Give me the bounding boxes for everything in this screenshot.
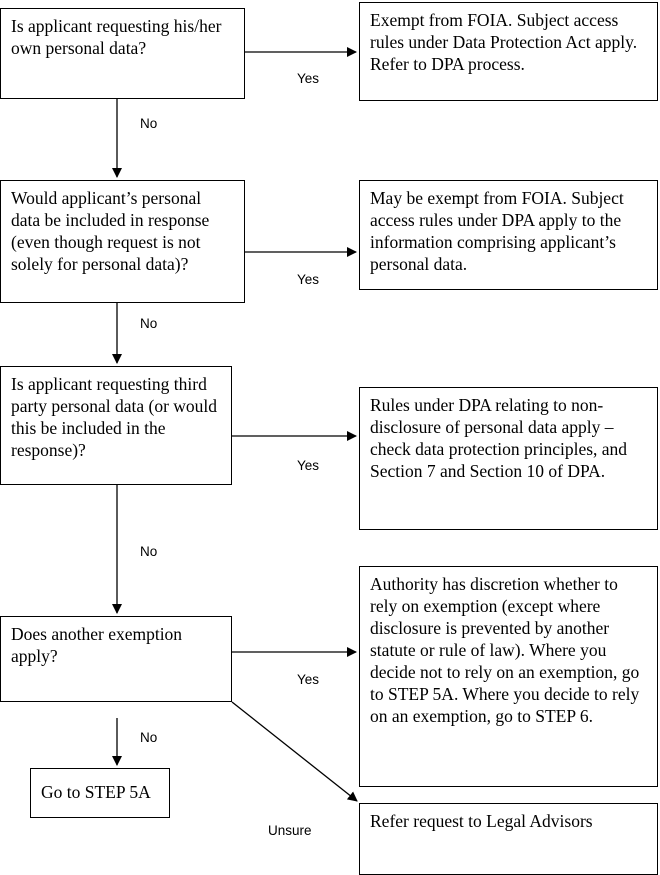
outcome-text: Refer request to Legal Advisors xyxy=(370,811,593,831)
arrow-q4-unsure xyxy=(232,702,357,801)
outcome-text: Go to STEP 5A xyxy=(41,782,151,802)
edge-label-yes: Yes xyxy=(297,71,320,86)
outcome-box-go-to-step-5a xyxy=(30,768,170,818)
question-box-other-exemption xyxy=(0,616,232,702)
edge-label-no: No xyxy=(140,544,158,559)
question-text: Does another exemption apply? xyxy=(11,624,183,666)
edge-label-unsure: Unsure xyxy=(268,823,312,838)
question-text: Would applicant’s personal data be included in response (even though request is not solely for personal data)? xyxy=(11,188,210,274)
edge-label-yes: Yes xyxy=(297,458,320,473)
question-text: Is applicant requesting third party personal data (or would this be included in the response)? xyxy=(11,374,218,460)
edge-label-yes: Yes xyxy=(297,272,320,287)
question-text: Is applicant requesting his/her own personal data? xyxy=(11,16,222,58)
edge-label-yes: Yes xyxy=(297,672,320,687)
outcome-text: Exempt from FOIA. Subject access rules under Data Protection Act apply. Refer to DPA process. xyxy=(370,10,638,74)
outcome-box-authority-discretion xyxy=(359,566,658,787)
edge-label-no: No xyxy=(140,730,158,745)
outcome-box-may-be-exempt xyxy=(359,180,658,290)
outcome-box-dpa-non-disclosure xyxy=(359,387,658,530)
question-box-own-data xyxy=(0,8,245,99)
outcome-text: May be exempt from FOIA. Subject access rules under DPA apply to the information comprising applicant’s personal data. xyxy=(370,188,624,274)
outcome-box-exempt-dpa-process xyxy=(359,2,658,101)
outcome-text: Authority has discretion whether to rely on exemption (except where disclosure is prevented by another statute or rule of law). Where you decide not to rely on an exemption, go to STEP 5A. Where you decide to rely on an exemption, go to STEP 6. xyxy=(370,574,640,726)
question-box-applicant-data-in-response xyxy=(0,180,245,303)
edge-label-no: No xyxy=(140,116,158,131)
question-box-third-party-data xyxy=(0,366,232,485)
edge-label-no: No xyxy=(140,316,158,331)
outcome-box-legal-advisors xyxy=(359,803,658,875)
outcome-text: Rules under DPA relating to non-disclosure of personal data apply – check data protection principles, and Section 7 and Section 10 of DPA. xyxy=(370,395,628,481)
